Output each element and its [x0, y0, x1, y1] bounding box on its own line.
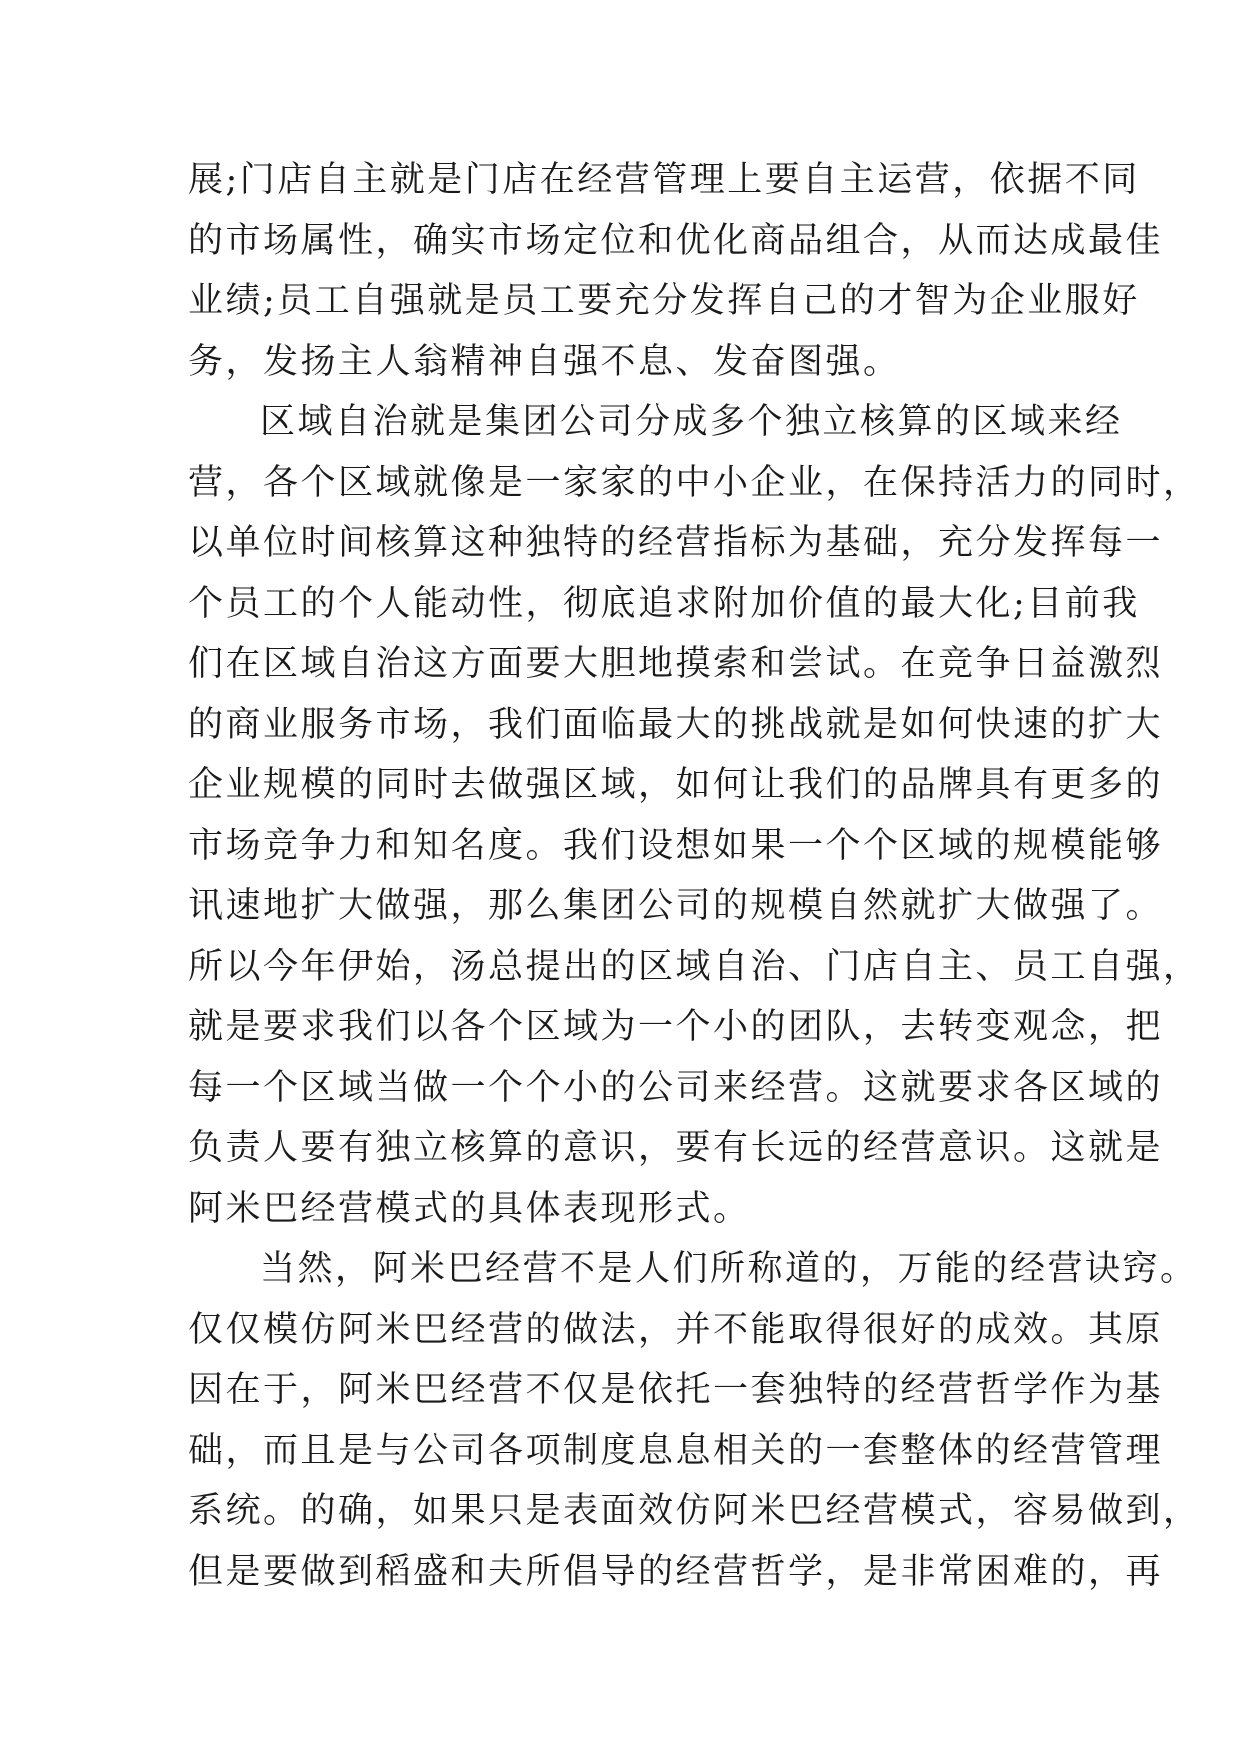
text-line: 系统。的确，如果只是表面效仿阿米巴经营模式，容易做到，	[188, 1491, 1201, 1531]
text-line: 讯速地扩大做强，那么集团公司的规模自然就扩大做强了。	[188, 886, 1164, 926]
body-text	[188, 150, 1201, 1602]
text-line: 个员工的个人能动性，彻底追求附加价值的最大化;目前我	[188, 583, 1140, 624]
text-line: 但是要做到稻盛和夫所倡导的经营哲学，是非常困难的，再	[188, 1551, 1164, 1592]
text-line: 营，各个区域就像是一家家的中小企业，在保持活力的同时，	[188, 462, 1201, 503]
text-line: 业绩;员工自强就是员工要充分发挥自己的才智为企业服好	[188, 281, 1140, 321]
text-line: 当然，阿米巴经营不是人们所称道的，万能的经营诀窍。	[260, 1249, 1198, 1289]
text-line: 每一个区域当做一个个小的公司来经营。这就要求各区域的	[188, 1067, 1164, 1108]
text-line: 企业规模的同时去做强区域，如何让我们的品牌具有更多的	[188, 765, 1164, 805]
text-line: 所以今年伊始，汤总提出的区域自治、门店自主、员工自强，	[188, 946, 1201, 987]
text-line: 仅仅模仿阿米巴经营的做法，并不能取得很好的成效。其原	[188, 1309, 1164, 1350]
text-line: 区域自治就是集团公司分成多个独立核算的区域来经	[260, 402, 1123, 442]
paragraph-3	[188, 1239, 1201, 1602]
text-line: 就是要求我们以各个区域为一个小的团队，去转变观念，把	[188, 1007, 1164, 1047]
text-line: 市场竞争力和知名度。我们设想如果一个个区域的规模能够	[188, 825, 1164, 866]
text-line: 因在于，阿米巴经营不仅是依托一套独特的经营哲学作为基	[188, 1370, 1164, 1410]
paragraph-1	[188, 150, 1164, 392]
text-line: 阿米巴经营模式的具体表现形式。	[188, 1188, 751, 1229]
text-line: 负责人要有独立核算的意识，要有长远的经营意识。这就是	[188, 1128, 1164, 1168]
text-line: 的商业服务市场，我们面临最大的挑战就是如何快速的扩大	[188, 704, 1164, 745]
text-line: 以单位时间核算这种独特的经营指标为基础，充分发挥每一	[188, 523, 1164, 563]
text-line: 务，发扬主人翁精神自强不息、发奋图强。	[188, 341, 901, 382]
paragraph-2	[188, 392, 1201, 1239]
text-line: 础，而且是与公司各项制度息息相关的一套整体的经营管理	[188, 1430, 1164, 1471]
text-line: 们在区域自治这方面要大胆地摸索和尝试。在竞争日益激烈	[188, 644, 1164, 684]
text-line: 的市场属性，确实市场定位和优化商品组合，从而达成最佳	[188, 220, 1164, 261]
text-line: 展;门店自主就是门店在经营管理上要自主运营，依据不同	[188, 160, 1140, 200]
